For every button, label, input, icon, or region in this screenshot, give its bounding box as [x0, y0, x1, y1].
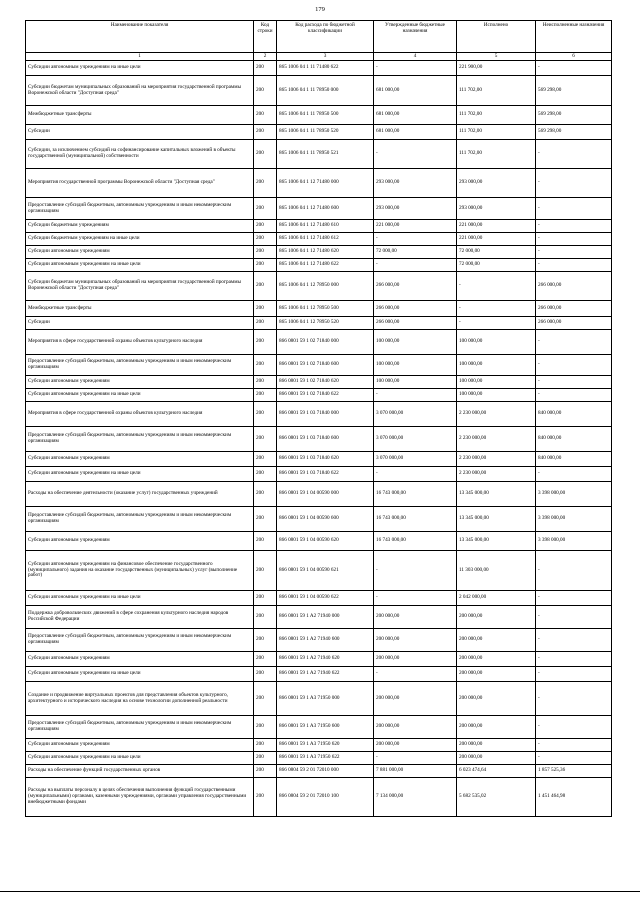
table-row — [26, 778, 612, 817]
table-header-row — [26, 21, 612, 53]
remaining-amount-cell: - — [536, 667, 612, 682]
table-row — [26, 551, 612, 591]
executed-amount-cell: 2 230 000,00 — [457, 402, 536, 427]
executed-amount-cell: - — [457, 272, 536, 301]
executed-amount-cell: 111 702,00 — [457, 106, 536, 125]
budget-code-cell: 866 0801 59 1 03 71840 000 — [277, 402, 374, 427]
approved-amount-cell: 221 000,00 — [374, 220, 457, 233]
approved-amount-cell: 200 000,00 — [374, 716, 457, 739]
budget-code-cell: 866 0801 59 1 04 00590 622 — [277, 591, 374, 606]
executed-amount-cell: 293 000,00 — [457, 169, 536, 198]
column-number-row — [26, 53, 612, 61]
table-row — [26, 233, 612, 246]
line-code-cell: 200 — [254, 716, 277, 739]
budget-code-cell: 866 0804 59 2 01 72010 100 — [277, 778, 374, 817]
indicator-name-cell: Субсидии — [26, 125, 254, 140]
table-row — [26, 482, 612, 507]
column-number: 1 — [26, 53, 254, 61]
indicator-name-cell: Расходы на обеспечение функций государственных органов — [26, 765, 254, 778]
line-code-cell: 200 — [254, 652, 277, 667]
approved-amount-cell: 16 743 000,00 — [374, 507, 457, 532]
line-code-cell: 200 — [254, 467, 277, 482]
indicator-name-cell: Мероприятия в сфере государственной охраны объектов культурного наследия — [26, 402, 254, 427]
executed-amount-cell: 221 900,00 — [457, 61, 536, 76]
approved-amount-cell: 100 000,00 — [374, 330, 457, 355]
indicator-name-cell: Субсидии автономным учреждениям на иные цели — [26, 667, 254, 682]
budget-code-cell: 866 0801 59 1 03 71840 600 — [277, 427, 374, 452]
budget-code-cell: 865 1006 04 1 12 78950 000 — [277, 272, 374, 301]
approved-amount-cell: 3 070 000,00 — [374, 427, 457, 452]
indicator-name-cell: Субсидии автономным учреждениям — [26, 376, 254, 389]
line-code-cell: 200 — [254, 606, 277, 629]
indicator-name-cell: Субсидии автономным учреждениям на финансовое обеспечение государственного (муниципального) задания на оказание государственных (муниципальных) услуг (выполнение работ) — [26, 551, 254, 591]
line-code-cell: 200 — [254, 482, 277, 507]
line-code-cell: 200 — [254, 301, 277, 317]
executed-amount-cell: 6 023 474,64 — [457, 765, 536, 778]
executed-amount-cell: 200 000,00 — [457, 629, 536, 652]
table-row — [26, 106, 612, 125]
approved-amount-cell: 681 000,00 — [374, 106, 457, 125]
table-row — [26, 667, 612, 682]
indicator-name-cell: Субсидии бюджетным учреждениям — [26, 220, 254, 233]
approved-amount-cell: 72 000,00 — [374, 246, 457, 259]
budget-code-cell: 865 1006 04 1 12 71480 000 — [277, 169, 374, 198]
executed-amount-cell: 200 000,00 — [457, 752, 536, 765]
approved-amount-cell: 293 000,00 — [374, 169, 457, 198]
approved-amount-cell: - — [374, 591, 457, 606]
remaining-amount-cell: - — [536, 739, 612, 752]
remaining-amount-cell: - — [536, 233, 612, 246]
remaining-amount-cell: 1 857 525,36 — [536, 765, 612, 778]
executed-amount-cell: 200 000,00 — [457, 716, 536, 739]
budget-code-cell: 866 0801 59 1 03 71840 622 — [277, 467, 374, 482]
table-row — [26, 376, 612, 389]
budget-code-cell: 865 1006 04 1 11 78950 520 — [277, 125, 374, 140]
line-code-cell: 200 — [254, 61, 277, 76]
approved-amount-cell: 16 743 000,00 — [374, 532, 457, 551]
indicator-name-cell: Предоставление субсидий бюджетным, автономным учреждениям и иным некоммерческим организациям — [26, 427, 254, 452]
approved-amount-cell: 100 000,00 — [374, 376, 457, 389]
table-row — [26, 652, 612, 667]
header-executed: Исполнено — [457, 21, 536, 53]
approved-amount-cell: 100 000,00 — [374, 355, 457, 376]
line-code-cell: 200 — [254, 376, 277, 389]
budget-code-cell: 866 0801 59 1 03 71840 620 — [277, 452, 374, 467]
approved-amount-cell: - — [374, 752, 457, 765]
budget-code-cell: 866 0801 59 1 04 00590 620 — [277, 532, 374, 551]
budget-code-cell: 866 0801 59 1 A2 71940 600 — [277, 629, 374, 652]
line-code-cell: 200 — [254, 317, 277, 330]
line-code-cell: 200 — [254, 259, 277, 272]
remaining-amount-cell: - — [536, 467, 612, 482]
remaining-amount-cell: - — [536, 61, 612, 76]
line-code-cell: 200 — [254, 246, 277, 259]
executed-amount-cell: 100 000,00 — [457, 376, 536, 389]
line-code-cell: 200 — [254, 198, 277, 220]
remaining-amount-cell: - — [536, 198, 612, 220]
approved-amount-cell: 200 000,00 — [374, 652, 457, 667]
indicator-name-cell: Предоставление субсидий бюджетным, автономным учреждениям и иным некоммерческим организациям — [26, 629, 254, 652]
indicator-name-cell: Субсидии автономным учреждениям на иные цели — [26, 259, 254, 272]
approved-amount-cell: - — [374, 140, 457, 169]
remaining-amount-cell: - — [536, 752, 612, 765]
table-row — [26, 355, 612, 376]
indicator-name-cell: Субсидии автономным учреждениям — [26, 452, 254, 467]
remaining-amount-cell: 840 000,00 — [536, 452, 612, 467]
indicator-name-cell: Субсидии автономным учреждениям — [26, 532, 254, 551]
indicator-name-cell: Межбюджетные трансферты — [26, 106, 254, 125]
approved-amount-cell: 200 000,00 — [374, 629, 457, 652]
approved-amount-cell: 7 134 000,00 — [374, 778, 457, 817]
indicator-name-cell: Субсидии — [26, 317, 254, 330]
line-code-cell: 200 — [254, 272, 277, 301]
budget-code-cell: 865 1006 04 1 12 78950 500 — [277, 301, 374, 317]
line-code-cell: 200 — [254, 169, 277, 198]
approved-amount-cell: 7 881 000,00 — [374, 765, 457, 778]
approved-amount-cell: 200 000,00 — [374, 739, 457, 752]
indicator-name-cell: Предоставление субсидий бюджетным, автономным учреждениям и иным некоммерческим организациям — [26, 355, 254, 376]
table-row — [26, 452, 612, 467]
indicator-name-cell: Межбюджетные трансферты — [26, 301, 254, 317]
executed-amount-cell: 200 000,00 — [457, 739, 536, 752]
executed-amount-cell: 200 000,00 — [457, 606, 536, 629]
table-row — [26, 752, 612, 765]
column-number: 4 — [374, 53, 457, 61]
budget-code-cell: 866 0801 59 1 A3 71950 600 — [277, 716, 374, 739]
executed-amount-cell: 111 702,00 — [457, 76, 536, 106]
budget-code-cell: 865 1006 04 1 12 71480 610 — [277, 220, 374, 233]
remaining-amount-cell: 840 000,00 — [536, 402, 612, 427]
line-code-cell: 200 — [254, 452, 277, 467]
indicator-name-cell: Предоставление субсидий бюджетным, автономным учреждениям и иным некоммерческим организациям — [26, 198, 254, 220]
remaining-amount-cell: 3 398 000,00 — [536, 507, 612, 532]
line-code-cell: 200 — [254, 682, 277, 716]
table-row — [26, 125, 612, 140]
remaining-amount-cell: - — [536, 259, 612, 272]
executed-amount-cell: 100 000,00 — [457, 389, 536, 402]
budget-code-cell: 865 1006 04 1 11 78950 000 — [277, 76, 374, 106]
executed-amount-cell: 293 000,00 — [457, 198, 536, 220]
budget-code-cell: 865 1006 04 1 12 71480 622 — [277, 259, 374, 272]
remaining-amount-cell: 266 000,00 — [536, 272, 612, 301]
table-row — [26, 591, 612, 606]
header-line-code: Код строки — [254, 21, 277, 53]
approved-amount-cell: 3 070 000,00 — [374, 402, 457, 427]
table-row — [26, 467, 612, 482]
budget-code-cell: 865 1006 04 1 12 71480 612 — [277, 233, 374, 246]
approved-amount-cell: 16 743 000,00 — [374, 482, 457, 507]
header-indicator-name: Наименование показателя — [26, 21, 254, 53]
table-row — [26, 330, 612, 355]
remaining-amount-cell: 3 398 000,00 — [536, 532, 612, 551]
indicator-name-cell: Расходы на обеспечение деятельности (оказание услуг) государственных учреждений — [26, 482, 254, 507]
line-code-cell: 200 — [254, 551, 277, 591]
line-code-cell: 200 — [254, 739, 277, 752]
line-code-cell: 200 — [254, 629, 277, 652]
budget-execution-table — [25, 20, 612, 817]
page-bottom-divider — [0, 891, 640, 892]
table-row — [26, 317, 612, 330]
remaining-amount-cell: - — [536, 330, 612, 355]
line-code-cell: 200 — [254, 667, 277, 682]
indicator-name-cell: Субсидии автономным учреждениям — [26, 652, 254, 667]
indicator-name-cell: Поддержка добровольческих движений в сфере сохранения культурного наследия народов Российской Федерации — [26, 606, 254, 629]
indicator-name-cell: Расходы на выплаты персоналу в целях обеспечения выполнения функций государственными (муниципальными) органами, казенными учреждениями, органами управления государственными внебюджетными фондами — [26, 778, 254, 817]
line-code-cell: 200 — [254, 106, 277, 125]
table-row — [26, 272, 612, 301]
line-code-cell: 200 — [254, 591, 277, 606]
line-code-cell: 200 — [254, 330, 277, 355]
remaining-amount-cell: - — [536, 591, 612, 606]
column-number: 2 — [254, 53, 277, 61]
executed-amount-cell: 11 303 000,00 — [457, 551, 536, 591]
remaining-amount-cell: - — [536, 682, 612, 716]
table-row — [26, 76, 612, 106]
remaining-amount-cell: - — [536, 551, 612, 591]
table-row — [26, 198, 612, 220]
line-code-cell: 200 — [254, 507, 277, 532]
remaining-amount-cell: - — [536, 716, 612, 739]
executed-amount-cell: 13 345 000,00 — [457, 507, 536, 532]
budget-code-cell: 866 0801 59 1 02 71840 620 — [277, 376, 374, 389]
remaining-amount-cell: 569 298,00 — [536, 106, 612, 125]
approved-amount-cell: - — [374, 259, 457, 272]
indicator-name-cell: Субсидии автономным учреждениям на иные цели — [26, 467, 254, 482]
approved-amount-cell: 266 000,00 — [374, 272, 457, 301]
remaining-amount-cell: - — [536, 169, 612, 198]
executed-amount-cell: 200 000,00 — [457, 652, 536, 667]
approved-amount-cell: 681 000,00 — [374, 125, 457, 140]
table-row — [26, 169, 612, 198]
approved-amount-cell: 266 000,00 — [374, 317, 457, 330]
executed-amount-cell: 72 000,00 — [457, 259, 536, 272]
executed-amount-cell: - — [457, 317, 536, 330]
remaining-amount-cell: - — [536, 355, 612, 376]
indicator-name-cell: Субсидии автономным учреждениям на иные цели — [26, 591, 254, 606]
table-row — [26, 389, 612, 402]
executed-amount-cell: 111 702,00 — [457, 125, 536, 140]
executed-amount-cell: 13 345 000,00 — [457, 532, 536, 551]
remaining-amount-cell: - — [536, 629, 612, 652]
table-row — [26, 682, 612, 716]
approved-amount-cell: 3 070 000,00 — [374, 452, 457, 467]
header-unexecuted-appropriations: Неисполненные назначения — [536, 21, 612, 53]
budget-code-cell: 866 0801 59 1 A2 71940 622 — [277, 667, 374, 682]
indicator-name-cell: Создание и продвижение виртуальных проектов для представления объектов культурного, архитектурного и исторического наследия на основе технологии дополненной реальности — [26, 682, 254, 716]
budget-code-cell: 865 1006 04 1 11 78950 521 — [277, 140, 374, 169]
header-approved-appropriations: Утвержденные бюджетные назначения — [374, 21, 457, 53]
indicator-name-cell: Субсидии автономным учреждениям на иные цели — [26, 61, 254, 76]
executed-amount-cell: 2 230 000,00 — [457, 427, 536, 452]
table-row — [26, 739, 612, 752]
budget-code-cell: 866 0801 59 1 A2 71940 000 — [277, 606, 374, 629]
remaining-amount-cell: - — [536, 246, 612, 259]
remaining-amount-cell: - — [536, 606, 612, 629]
remaining-amount-cell: 569 298,00 — [536, 76, 612, 106]
executed-amount-cell: - — [457, 301, 536, 317]
approved-amount-cell: 293 000,00 — [374, 198, 457, 220]
header-budget-classification-code: Код расхода по бюджетной классификации — [277, 21, 374, 53]
budget-code-cell: 866 0801 59 1 A3 71950 622 — [277, 752, 374, 765]
executed-amount-cell: 200 000,00 — [457, 682, 536, 716]
line-code-cell: 200 — [254, 389, 277, 402]
table-row — [26, 716, 612, 739]
indicator-name-cell: Мероприятия в сфере государственной охраны объектов культурного наследия — [26, 330, 254, 355]
budget-code-cell: 866 0801 59 1 04 00590 000 — [277, 482, 374, 507]
remaining-amount-cell: 3 398 000,00 — [536, 482, 612, 507]
line-code-cell: 200 — [254, 765, 277, 778]
remaining-amount-cell: 266 000,00 — [536, 301, 612, 317]
executed-amount-cell: 111 702,00 — [457, 140, 536, 169]
column-number: 6 — [536, 53, 612, 61]
table-body — [26, 61, 612, 817]
indicator-name-cell: Предоставление субсидий бюджетным, автономным учреждениям и иным некоммерческим организациям — [26, 507, 254, 532]
executed-amount-cell: 100 000,00 — [457, 355, 536, 376]
remaining-amount-cell: - — [536, 652, 612, 667]
line-code-cell: 200 — [254, 532, 277, 551]
remaining-amount-cell: 1 451 464,98 — [536, 778, 612, 817]
indicator-name-cell: Субсидии автономным учреждениям — [26, 246, 254, 259]
indicator-name-cell: Субсидии бюджетным учреждениям на иные цели — [26, 233, 254, 246]
executed-amount-cell: 2 042 000,00 — [457, 591, 536, 606]
executed-amount-cell: 72 000,00 — [457, 246, 536, 259]
executed-amount-cell: 221 000,00 — [457, 220, 536, 233]
line-code-cell: 200 — [254, 752, 277, 765]
executed-amount-cell: 2 230 000,00 — [457, 452, 536, 467]
approved-amount-cell: 200 000,00 — [374, 682, 457, 716]
line-code-cell: 200 — [254, 220, 277, 233]
line-code-cell: 200 — [254, 140, 277, 169]
executed-amount-cell: 200 000,00 — [457, 667, 536, 682]
indicator-name-cell: Субсидии бюджетам муниципальных образований на мероприятия государственной программы Воронежской области "Доступная среда" — [26, 272, 254, 301]
line-code-cell: 200 — [254, 402, 277, 427]
approved-amount-cell: - — [374, 551, 457, 591]
budget-code-cell: 865 1006 04 1 11 71480 622 — [277, 61, 374, 76]
approved-amount-cell: 681 000,00 — [374, 76, 457, 106]
executed-amount-cell: 13 345 000,00 — [457, 482, 536, 507]
table-row — [26, 507, 612, 532]
line-code-cell: 200 — [254, 233, 277, 246]
budget-code-cell: 866 0801 59 1 A3 71950 000 — [277, 682, 374, 716]
budget-code-cell: 866 0801 59 1 02 71840 000 — [277, 330, 374, 355]
table-row — [26, 220, 612, 233]
budget-code-cell: 865 1006 04 1 12 78950 520 — [277, 317, 374, 330]
budget-code-cell: 866 0801 59 1 04 00590 621 — [277, 551, 374, 591]
indicator-name-cell: Субсидии автономным учреждениям на иные цели — [26, 389, 254, 402]
table-row — [26, 629, 612, 652]
column-number: 5 — [457, 53, 536, 61]
table-row — [26, 246, 612, 259]
indicator-name-cell: Субсидии автономным учреждениям — [26, 739, 254, 752]
approved-amount-cell: 266 000,00 — [374, 301, 457, 317]
indicator-name-cell: Субсидии автономным учреждениям на иные цели — [26, 752, 254, 765]
line-code-cell: 200 — [254, 125, 277, 140]
budget-code-cell: 866 0801 59 1 04 00590 600 — [277, 507, 374, 532]
indicator-name-cell: Субсидии, за исключением субсидий на софинансирование капитальных вложений в объекты государственной (муниципальной) собственности — [26, 140, 254, 169]
budget-code-cell: 866 0801 59 1 A2 71940 620 — [277, 652, 374, 667]
approved-amount-cell: - — [374, 61, 457, 76]
table-row — [26, 427, 612, 452]
line-code-cell: 200 — [254, 427, 277, 452]
approved-amount-cell: 200 000,00 — [374, 606, 457, 629]
budget-code-cell: 866 0801 59 1 02 71840 600 — [277, 355, 374, 376]
budget-code-cell: 865 1006 04 1 12 71480 620 — [277, 246, 374, 259]
budget-code-cell: 866 0804 59 2 01 72010 000 — [277, 765, 374, 778]
remaining-amount-cell: 266 000,00 — [536, 317, 612, 330]
approved-amount-cell: - — [374, 389, 457, 402]
column-number: 3 — [277, 53, 374, 61]
remaining-amount-cell: - — [536, 389, 612, 402]
remaining-amount-cell: 840 000,00 — [536, 427, 612, 452]
line-code-cell: 200 — [254, 778, 277, 817]
executed-amount-cell: 100 000,00 — [457, 330, 536, 355]
indicator-name-cell: Мероприятия государственной программы Воронежской области "Доступная среда" — [26, 169, 254, 198]
budget-code-cell: 866 0801 59 1 A3 71950 620 — [277, 739, 374, 752]
approved-amount-cell: - — [374, 467, 457, 482]
table-row — [26, 301, 612, 317]
table-row — [26, 140, 612, 169]
table-row — [26, 402, 612, 427]
line-code-cell: 200 — [254, 355, 277, 376]
remaining-amount-cell: - — [536, 220, 612, 233]
approved-amount-cell: - — [374, 233, 457, 246]
table-row — [26, 765, 612, 778]
executed-amount-cell: 2 230 000,00 — [457, 467, 536, 482]
table-row — [26, 532, 612, 551]
page-number: 179 — [315, 6, 325, 13]
budget-code-cell: 865 1006 04 1 11 78950 500 — [277, 106, 374, 125]
executed-amount-cell: 5 682 535,02 — [457, 778, 536, 817]
budget-code-cell: 866 0801 59 1 02 71840 622 — [277, 389, 374, 402]
remaining-amount-cell: 569 298,00 — [536, 125, 612, 140]
indicator-name-cell: Предоставление субсидий бюджетным, автономным учреждениям и иным некоммерческим организациям — [26, 716, 254, 739]
budget-code-cell: 865 1006 04 1 12 71480 600 — [277, 198, 374, 220]
executed-amount-cell: 221 000,00 — [457, 233, 536, 246]
remaining-amount-cell: - — [536, 140, 612, 169]
table-row — [26, 606, 612, 629]
table-row — [26, 61, 612, 76]
indicator-name-cell: Субсидии бюджетам муниципальных образований на мероприятия государственной программы Воронежской области "Доступная среда" — [26, 76, 254, 106]
approved-amount-cell: - — [374, 667, 457, 682]
line-code-cell: 200 — [254, 76, 277, 106]
remaining-amount-cell: - — [536, 376, 612, 389]
table-row — [26, 259, 612, 272]
